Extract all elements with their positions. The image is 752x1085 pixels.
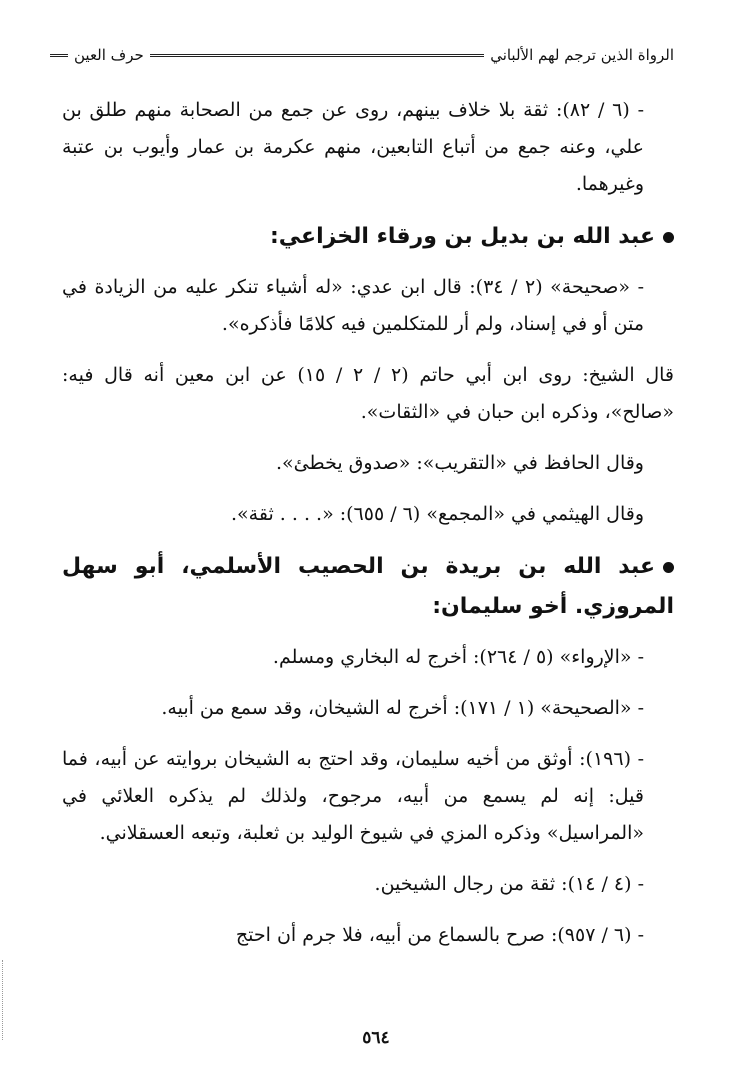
- bullet-icon: [663, 562, 674, 573]
- entry-paragraph: - (١٩٦): أوثق من أخيه سليمان، وقد احتج به الشيخان بروايته عن أبيه، فما قيل: إنه لم يسمع من أبيه، مرجوح، ولذلك لم يذكره العلائي في «المراسيل» وذكره المزي في شيوخ الوليد بن ثعلبة، وتبعه العسقلاني.: [62, 748, 644, 844]
- entry-paragraph: - «الإرواء» (٥ / ٢٦٤): أخرج له البخاري ومسلم.: [272, 646, 644, 668]
- narrator-heading: [62, 217, 674, 257]
- running-title: الرواة الذين ترجم لهم الألباني: [490, 46, 674, 64]
- entry-paragraph: - (٤ / ١٤): ثقة من رجال الشيخين.: [374, 873, 644, 895]
- narrator-heading-text: عبد الله بن بريدة بن الحصيب الأسلمي، أبو سهل المروزي. أخو سليمان:: [62, 554, 674, 619]
- page-body: [62, 92, 674, 968]
- entry-paragraph: وقال الهيثمي في «المجمع» (٦ / ٦٥٥): «. . . . ثقة».: [231, 503, 644, 525]
- letter-section: حرف العين: [74, 46, 144, 64]
- narrator-heading-text: عبد الله بن بديل بن ورقاء الخزاعي:: [270, 224, 655, 249]
- header-rule-end: [50, 54, 68, 57]
- entry-paragraph: وقال الحافظ في «التقريب»: «صدوق يخطئ».: [276, 452, 644, 474]
- entry-paragraph: - «صحيحة» (٢ / ٣٤): قال ابن عدي: «له أشياء تنكر عليه من الزيادة في متن أو في إسناد، ولم أر للمتكلمين فيه كلامًا فأذكره».: [62, 276, 644, 335]
- bullet-icon: [663, 232, 674, 243]
- page-number: ٥٦٤: [362, 1028, 390, 1048]
- header-rule: [150, 54, 484, 57]
- scan-margin-marks: [2, 960, 5, 1040]
- entry-paragraph: - «الصحيحة» (١ / ١٧١): أخرج له الشيخان، وقد سمع من أبيه.: [161, 697, 644, 719]
- entry-paragraph: - (٦ / ٨٢): ثقة بلا خلاف بينهم، روى عن جمع من الصحابة منهم طلق بن علي، وعنه جمع من أتباع التابعين، منهم عكرمة بن عمار وأيوب بن عتبة وغيرهما.: [62, 99, 644, 195]
- narrator-heading: [62, 547, 674, 627]
- page-header: [50, 40, 674, 70]
- entry-paragraph: قال الشيخ: روى ابن أبي حاتم (٢ / ٢ / ١٥) عن ابن معين أنه قال فيه: «صالح»، وذكره ابن حبان في «الثقات».: [62, 364, 675, 423]
- entry-paragraph: - (٦ / ٩٥٧): صرح بالسماع من أبيه، فلا جرم أن احتج: [235, 924, 644, 946]
